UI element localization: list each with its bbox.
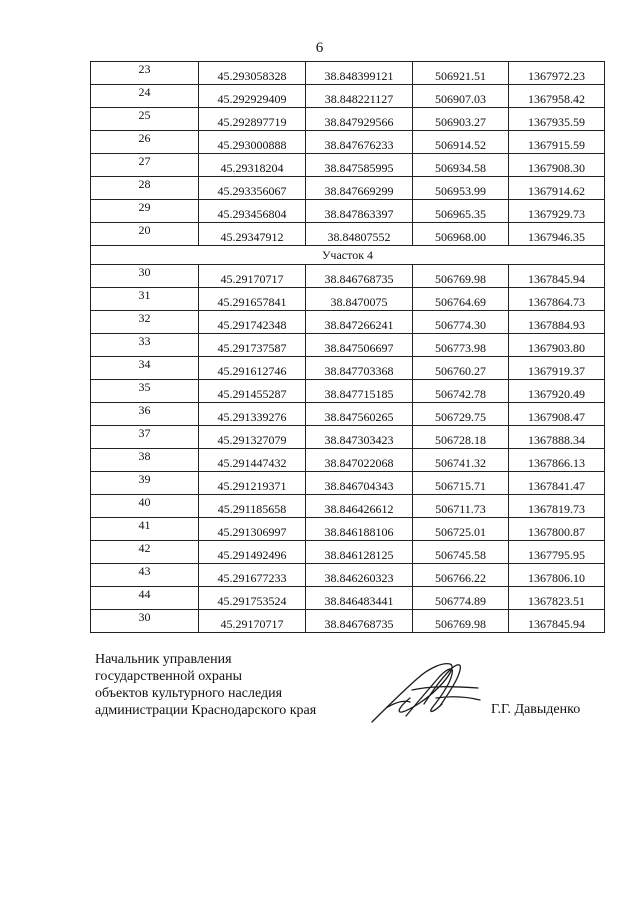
x-coordinate-cell: 506745.58 [413, 541, 509, 564]
signatory-title [95, 651, 316, 719]
latitude-cell: 45.291492496 [199, 541, 306, 564]
latitude-cell: 45.291657841 [199, 288, 306, 311]
point-number-cell: 36 [91, 403, 199, 426]
latitude-cell: 45.293058328 [199, 62, 306, 85]
x-coordinate-cell: 506921.51 [413, 62, 509, 85]
signatory-title-line: администрации Краснодарского края [95, 703, 317, 718]
x-coordinate-cell: 506728.18 [413, 426, 509, 449]
latitude-cell: 45.291447432 [199, 449, 306, 472]
longitude-cell: 38.847266241 [306, 311, 413, 334]
y-coordinate-cell: 1367958.42 [509, 85, 605, 108]
y-coordinate-cell: 1367845.94 [509, 610, 605, 633]
y-coordinate-cell: 1367903.80 [509, 334, 605, 357]
x-coordinate-cell: 506742.78 [413, 380, 509, 403]
table-row [91, 108, 605, 131]
table-row [91, 288, 605, 311]
longitude-cell: 38.847303423 [306, 426, 413, 449]
longitude-cell: 38.8470075 [306, 288, 413, 311]
latitude-cell: 45.291185658 [199, 495, 306, 518]
latitude-cell: 45.293000888 [199, 131, 306, 154]
x-coordinate-cell: 506953.99 [413, 177, 509, 200]
longitude-cell: 38.846128125 [306, 541, 413, 564]
longitude-cell: 38.846768735 [306, 610, 413, 633]
x-coordinate-cell: 506760.27 [413, 357, 509, 380]
point-number-cell: 26 [91, 131, 199, 154]
table-row [91, 449, 605, 472]
longitude-cell: 38.847585995 [306, 154, 413, 177]
x-coordinate-cell: 506764.69 [413, 288, 509, 311]
latitude-cell: 45.29170717 [199, 265, 306, 288]
longitude-cell: 38.846188106 [306, 518, 413, 541]
longitude-cell: 38.847929566 [306, 108, 413, 131]
table-row [91, 85, 605, 108]
signatory-title-line: объектов культурного наследия [95, 686, 283, 701]
point-number-cell: 25 [91, 108, 199, 131]
x-coordinate-cell: 506968.00 [413, 223, 509, 246]
x-coordinate-cell: 506725.01 [413, 518, 509, 541]
x-coordinate-cell: 506711.73 [413, 495, 509, 518]
point-number-cell: 44 [91, 587, 199, 610]
y-coordinate-cell: 1367915.59 [509, 131, 605, 154]
longitude-cell: 38.846483441 [306, 587, 413, 610]
longitude-cell: 38.847715185 [306, 380, 413, 403]
x-coordinate-cell: 506769.98 [413, 265, 509, 288]
y-coordinate-cell: 1367908.30 [509, 154, 605, 177]
table-row [91, 265, 605, 288]
longitude-cell: 38.847703368 [306, 357, 413, 380]
latitude-cell: 45.291677233 [199, 564, 306, 587]
x-coordinate-cell: 506903.27 [413, 108, 509, 131]
latitude-cell: 45.291455287 [199, 380, 306, 403]
table-row [91, 426, 605, 449]
point-number-cell: 40 [91, 495, 199, 518]
y-coordinate-cell: 1367972.23 [509, 62, 605, 85]
x-coordinate-cell: 506774.30 [413, 311, 509, 334]
point-number-cell: 41 [91, 518, 199, 541]
x-coordinate-cell: 506914.52 [413, 131, 509, 154]
longitude-cell: 38.84807552 [306, 223, 413, 246]
latitude-cell: 45.291219371 [199, 472, 306, 495]
signatory-title-line: государственной охраны [95, 669, 243, 684]
table-row [91, 610, 605, 633]
coordinates-table [90, 61, 605, 633]
latitude-cell: 45.293456804 [199, 200, 306, 223]
table-row [91, 334, 605, 357]
latitude-cell: 45.29347912 [199, 223, 306, 246]
point-number-cell: 42 [91, 541, 199, 564]
y-coordinate-cell: 1367819.73 [509, 495, 605, 518]
longitude-cell: 38.847506697 [306, 334, 413, 357]
table-row [91, 518, 605, 541]
x-coordinate-cell: 506907.03 [413, 85, 509, 108]
y-coordinate-cell: 1367864.73 [509, 288, 605, 311]
x-coordinate-cell: 506741.32 [413, 449, 509, 472]
latitude-cell: 45.291306997 [199, 518, 306, 541]
longitude-cell: 38.847863397 [306, 200, 413, 223]
longitude-cell: 38.848399121 [306, 62, 413, 85]
longitude-cell: 38.848221127 [306, 85, 413, 108]
point-number-cell: 23 [91, 62, 199, 85]
latitude-cell: 45.291612746 [199, 357, 306, 380]
y-coordinate-cell: 1367884.93 [509, 311, 605, 334]
point-number-cell: 34 [91, 357, 199, 380]
signatory-title-line: Начальник управления [95, 652, 232, 667]
y-coordinate-cell: 1367919.37 [509, 357, 605, 380]
x-coordinate-cell: 506965.35 [413, 200, 509, 223]
table-row [91, 380, 605, 403]
latitude-cell: 45.29170717 [199, 610, 306, 633]
x-coordinate-cell: 506769.98 [413, 610, 509, 633]
longitude-cell: 38.846704343 [306, 472, 413, 495]
y-coordinate-cell: 1367920.49 [509, 380, 605, 403]
point-number-cell: 43 [91, 564, 199, 587]
table-row [91, 587, 605, 610]
table-row [91, 472, 605, 495]
y-coordinate-cell: 1367800.87 [509, 518, 605, 541]
table-row [91, 223, 605, 246]
coordinates-table-body [91, 62, 605, 633]
y-coordinate-cell: 1367806.10 [509, 564, 605, 587]
longitude-cell: 38.847676233 [306, 131, 413, 154]
latitude-cell: 45.291327079 [199, 426, 306, 449]
longitude-cell: 38.846768735 [306, 265, 413, 288]
latitude-cell: 45.293356067 [199, 177, 306, 200]
table-row [91, 131, 605, 154]
point-number-cell: 32 [91, 311, 199, 334]
table-row [91, 311, 605, 334]
point-number-cell: 27 [91, 154, 199, 177]
point-number-cell: 30 [91, 610, 199, 633]
x-coordinate-cell: 506774.89 [413, 587, 509, 610]
latitude-cell: 45.292897719 [199, 108, 306, 131]
longitude-cell: 38.846426612 [306, 495, 413, 518]
point-number-cell: 28 [91, 177, 199, 200]
table-row [91, 495, 605, 518]
y-coordinate-cell: 1367795.95 [509, 541, 605, 564]
y-coordinate-cell: 1367908.47 [509, 403, 605, 426]
point-number-cell: 38 [91, 449, 199, 472]
x-coordinate-cell: 506773.98 [413, 334, 509, 357]
handwritten-signature [366, 656, 486, 728]
x-coordinate-cell: 506766.22 [413, 564, 509, 587]
latitude-cell: 45.291742348 [199, 311, 306, 334]
point-number-cell: 39 [91, 472, 199, 495]
latitude-cell: 45.291737587 [199, 334, 306, 357]
x-coordinate-cell: 506934.58 [413, 154, 509, 177]
latitude-cell: 45.291753524 [199, 587, 306, 610]
latitude-cell: 45.29318204 [199, 154, 306, 177]
point-number-cell: 35 [91, 380, 199, 403]
y-coordinate-cell: 1367841.47 [509, 472, 605, 495]
longitude-cell: 38.847022068 [306, 449, 413, 472]
latitude-cell: 45.291339276 [199, 403, 306, 426]
table-row [91, 200, 605, 223]
table-row [91, 177, 605, 200]
point-number-cell: 37 [91, 426, 199, 449]
table-row [91, 564, 605, 587]
section-header-row [91, 246, 605, 265]
point-number-cell: 30 [91, 265, 199, 288]
point-number-cell: 24 [91, 85, 199, 108]
longitude-cell: 38.847560265 [306, 403, 413, 426]
longitude-cell: 38.846260323 [306, 564, 413, 587]
page-number: 6 [315, 40, 324, 56]
y-coordinate-cell: 1367823.51 [509, 587, 605, 610]
y-coordinate-cell: 1367888.34 [509, 426, 605, 449]
y-coordinate-cell: 1367914.62 [509, 177, 605, 200]
latitude-cell: 45.292929409 [199, 85, 306, 108]
signatory-name: Г.Г. Давыденко [491, 702, 581, 717]
y-coordinate-cell: 1367935.59 [509, 108, 605, 131]
point-number-cell: 20 [91, 223, 199, 246]
point-number-cell: 31 [91, 288, 199, 311]
y-coordinate-cell: 1367845.94 [509, 265, 605, 288]
table-row [91, 62, 605, 85]
table-row [91, 357, 605, 380]
x-coordinate-cell: 506729.75 [413, 403, 509, 426]
y-coordinate-cell: 1367946.35 [509, 223, 605, 246]
longitude-cell: 38.847669299 [306, 177, 413, 200]
point-number-cell: 33 [91, 334, 199, 357]
y-coordinate-cell: 1367929.73 [509, 200, 605, 223]
table-row [91, 403, 605, 426]
x-coordinate-cell: 506715.71 [413, 472, 509, 495]
table-row [91, 154, 605, 177]
y-coordinate-cell: 1367866.13 [509, 449, 605, 472]
section-label: Участок 4 [91, 246, 605, 265]
point-number-cell: 29 [91, 200, 199, 223]
table-row [91, 541, 605, 564]
